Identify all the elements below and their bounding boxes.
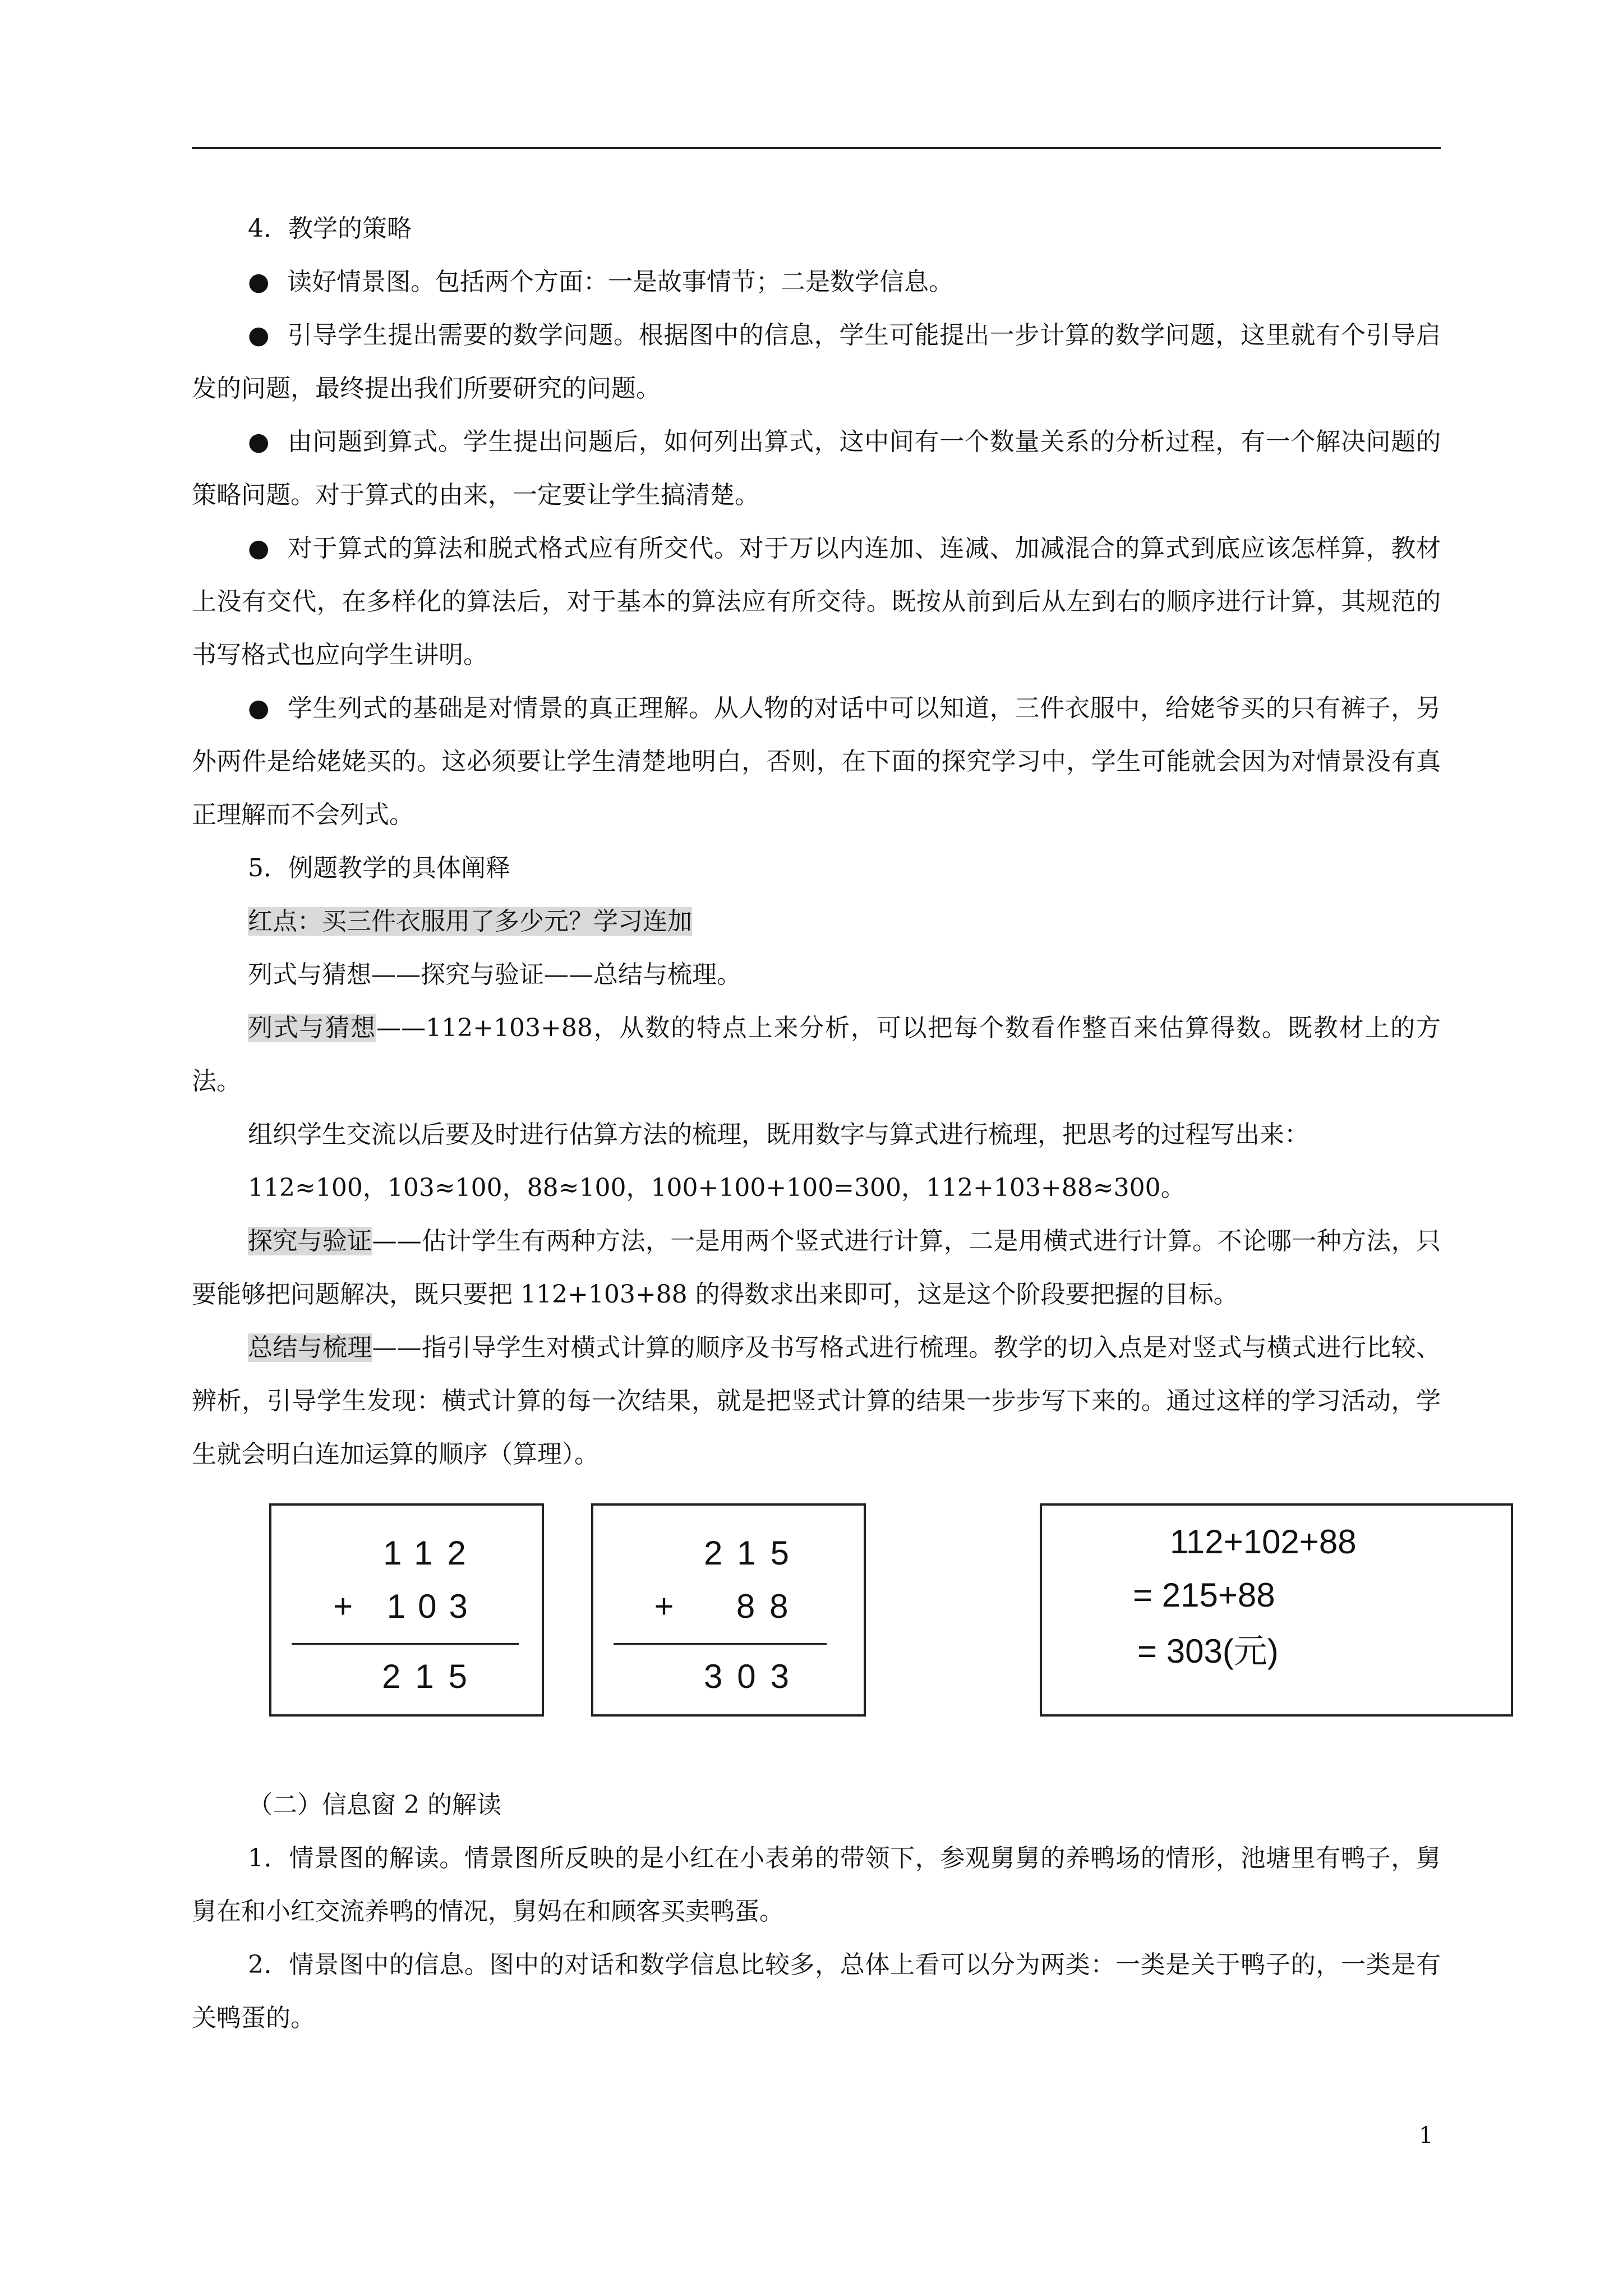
bullet-item	[192, 255, 1441, 309]
bullet-icon: ●	[248, 427, 270, 456]
paragraph-text: ——估计学生有两种方法，一是用两个竖式进行计算，二是用横式进行计算。不论哪一种方法，只要能够把问题解决，既只要把 112+103+88 的得数求出来即可，这是这个阶段要把握的目标。	[192, 1227, 1441, 1309]
bullet-item	[192, 415, 1441, 522]
bullet-icon: ●	[248, 321, 270, 349]
addend-bottom: + 103	[333, 1588, 480, 1625]
sum-result: 215	[381, 1658, 482, 1695]
highlighted-term: 列式与猜想	[248, 1014, 377, 1042]
equation-line-2: = 215+88	[1133, 1576, 1275, 1614]
paragraph: 组织学生交流以后要及时进行估算方法的梳理，既用数字与算式进行梳理，把思考的过程写出来：	[248, 1120, 1309, 1149]
bullet-text: 由问题到算式。学生提出问题后，如何列出算式，这中间有一个数量关系的分析过程，有一个解决问题的策略问题。对于算式的由来，一定要让学生搞清楚。	[192, 427, 1441, 509]
addend-top: 112	[383, 1534, 481, 1572]
bullet-item	[192, 682, 1441, 841]
paragraph: 2．情景图中的信息。图中的对话和数学信息比较多，总体上看可以分为两类：一类是关于鸭子的，一类是有关鸭蛋的。	[192, 1950, 1441, 2032]
paragraph	[192, 1001, 1441, 1108]
paragraph	[192, 1321, 1441, 1481]
bullet-text: 读好情景图。包括两个方面：一是故事情节；二是数学信息。	[287, 268, 953, 296]
sum-rule	[292, 1643, 519, 1645]
vertical-addition-box-2	[591, 1503, 866, 1717]
horizontal-calculation-box	[1040, 1503, 1513, 1717]
bullet-item	[192, 309, 1441, 415]
document-body	[192, 202, 1441, 2045]
sum-rule	[614, 1643, 827, 1645]
paragraph: 列式与猜想——探究与验证——总结与梳理。	[248, 960, 741, 989]
bullet-item	[192, 522, 1441, 682]
bullet-text: 学生列式的基础是对情景的真正理解。从人物的对话中可以知道，三件衣服中，给姥爷买的只有裤子，另外两件是给姥姥买的。这必须要让学生清楚地明白，否则，在下面的探究学习中，学生可能就会因为对情景没有真正理解而不会列式。	[192, 694, 1441, 829]
paragraph: 1．情景图的解读。情景图所反映的是小红在小表弟的带领下，参观舅舅的养鸭场的情形，池塘里有鸭子，舅舅在和小红交流养鸭的情况，舅妈在和顾客买卖鸭蛋。	[192, 1844, 1441, 1926]
paragraph-text: ——112+103+88，从数的特点上来分析，可以把每个数看作整百来估算得数。既教材上的方法。	[192, 1014, 1441, 1096]
bullet-icon: ●	[248, 268, 270, 296]
vertical-addition-box-1	[269, 1503, 544, 1717]
paragraph	[192, 1214, 1441, 1321]
equation-line-1: 112+102+88	[1170, 1523, 1357, 1561]
bullet-text: 引导学生提出需要的数学问题。根据图中的信息，学生可能提出一步计算的数学问题，这里就有个引导启发的问题，最终提出我们所要研究的问题。	[192, 321, 1441, 403]
paragraph-text: ——指引导学生对横式计算的顺序及书写格式进行梳理。教学的切入点是对竖式与横式进行比较、辨析，引导学生发现：横式计算的每一次结果，就是把竖式计算的结果一步步写下来的。通过这样的学习活动，学生就会明白连加运算的顺序（算理）。	[192, 1333, 1441, 1469]
highlighted-term: 总结与梳理	[248, 1333, 372, 1362]
addend-top: 215	[703, 1534, 804, 1572]
section-heading-example: 5．例题教学的具体阐释	[248, 854, 510, 882]
bullet-text: 对于算式的算法和脱式格式应有所交代。对于万以内连加、连减、加减混合的算式到底应该怎样算，教材上没有交代，在多样化的算法后，对于基本的算法应有所交待。既按从前到后从左到右的顺序进行计算，其规范的书写格式也应向学生讲明。	[192, 534, 1441, 669]
equation-line-3: = 303(元)	[1137, 1632, 1279, 1670]
estimation-line: 112≈100，103≈100，88≈100，100+100+100=300，112+103+88≈300。	[248, 1174, 1186, 1202]
calculation-boxes	[192, 1503, 1441, 1767]
sum-result: 303	[703, 1658, 804, 1695]
header-rule	[192, 147, 1441, 149]
page-number: 1	[1419, 2123, 1433, 2148]
bullet-icon: ●	[248, 534, 270, 563]
addend-bottom: + 88	[654, 1588, 803, 1625]
bullet-icon: ●	[248, 694, 270, 723]
highlight-line	[192, 895, 1441, 948]
section-heading-strategy: 4．教学的策略	[248, 214, 412, 243]
highlighted-text: 红点：买三件衣服用了多少元？学习连加	[248, 907, 692, 936]
highlighted-term: 探究与验证	[248, 1227, 372, 1255]
section-heading-window2: （二）信息窗 2 的解读	[248, 1791, 501, 1819]
